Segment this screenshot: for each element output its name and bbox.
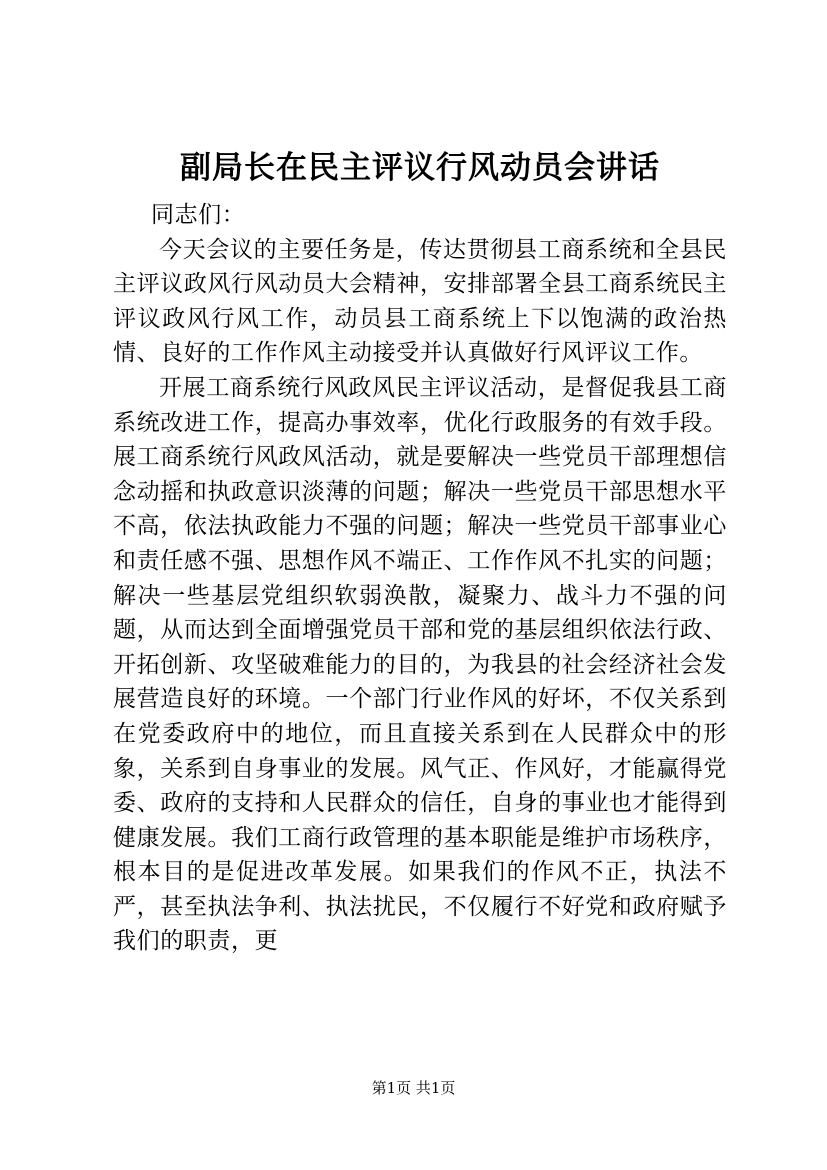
paragraph: 开展工商系统行风政风民主评议活动，是督促我县工商系统改进工作，提高办事效率，优化行政服务的有效手段。展工商系统行风政风活动，就是要解决一些党员干部理想信念动摇和执政意识淡薄的问题；解决一些党员干部思想水平不高，依法执政能力不强的问题；解决一些党员干部事业心和责任感不强、思想作风不端正、工作作风不扎实的问题；解决一些基层党组织软弱涣散，凝聚力、战斗力不强的问题，从而达到全面增强党员干部和党的基层组织依法行政、开拓创新、攻坚破难能力的目的，为我县的社会经济社会发展营造良好的环境。一个部门行业作风的好坏，不仅关系到在党委政府中的地位，而且直接关系到在人民群众中的形象，关系到自身事业的发展。风气正、作风好，才能赢得党委、政府的支持和人民群众的信任，自身的事业也才能得到健康发展。我们工商行政管理的基本职能是维护市场秩序，根本目的是促进改革发展。如果我们的作风不正，执法不严，甚至执法争利、执法扰民，不仅履行不好党和政府赋予我们的职责，更: [113, 374, 727, 955]
greeting: 同志们：: [151, 202, 246, 228]
page-footer: 第1页 共1页: [371, 1079, 456, 1097]
document-body: [113, 198, 727, 959]
paragraph: 今天会议的主要任务是，传达贯彻县工商系统和全县民主评议政风行风动员大会精神，安排部署全县工商系统民主评议政风行风工作，动员县工商系统上下以饱满的政治热情、良好的工作作风主动接受并认真做好行风评议工作。: [113, 236, 727, 367]
document-title: 副局长在民主评议行风动员会讲话: [180, 150, 660, 186]
